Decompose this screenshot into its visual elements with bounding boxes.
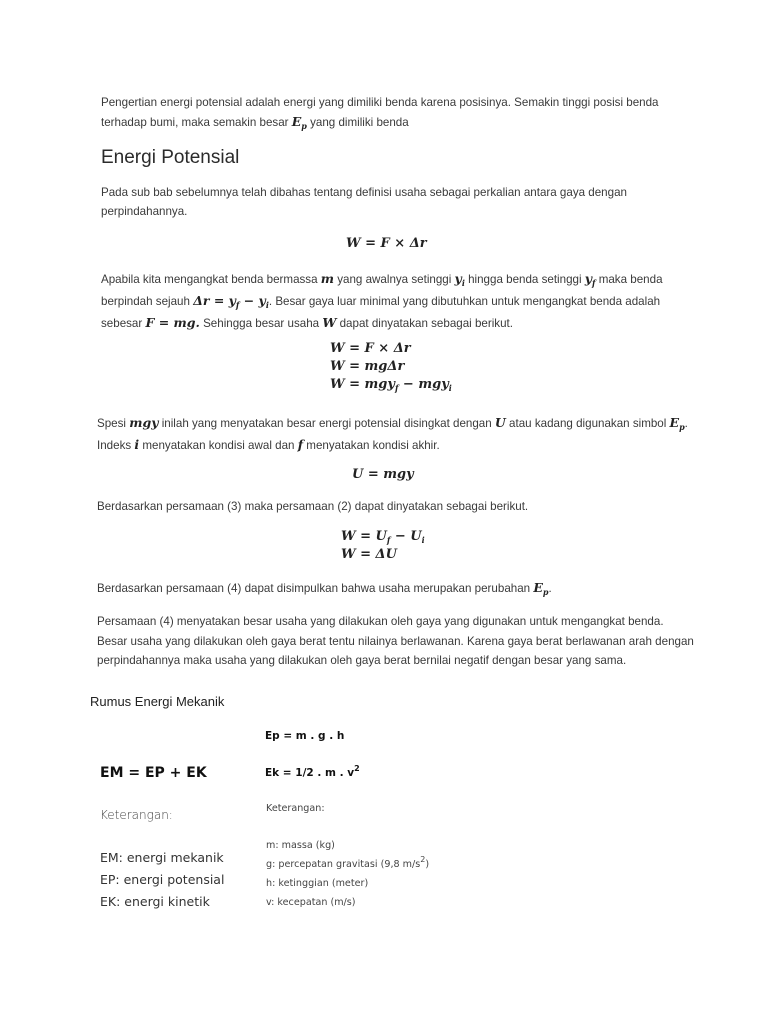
ep-symbol: $E_p$ [291,114,307,131]
paragraph-equation-3: Berdasarkan persamaan (3) maka persamaan (2) dapat dinyatakan sebagai berikut. [97,500,529,513]
intro-paragraph: Pengertian energi potensial adalah energi yang dimiliki benda karena posisinya. Semakin tinggi posisi benda terhadap bumi, maka semakin besar $E_p$ yang dimiliki benda [101,96,659,131]
variable-legend [266,836,429,912]
keterangan-left-label: Keterangan: [100,808,173,822]
keterangan-right-label: Keterangan: [266,803,325,814]
em-formula: EM = EP + EK [100,765,207,781]
paragraph-gravity-work: Persamaan (4) menyatakan besar usaha yang dilakukan oleh gaya yang digunakan untuk mengangkat benda. Besar usaha yang dilakukan oleh gaya berat tentu nilainya berlawanan. Karena gaya berat berlawanan arah dengan perpindahannya maka usaha yang dilakukan oleh gaya berat bernilai negatif dengan besar yang sama. [97,615,694,667]
equation-block-work-energy: $W = U_f - U_i$ W = ΔU [341,529,425,562]
legend-item-g: g: percepatan gravitasi (9,8 $m/s^2$) [266,855,430,870]
paragraph-usaha-definition: Pada sub bab sebelumnya telah dibahas tentang definisi usaha sebagai perkalian antara gaya dengan perpindahannya. [101,186,627,218]
legend-item-m: m: massa (kg) [266,840,335,851]
equation-work: W = F × Δr [346,236,427,251]
equation-block-work-derivation: W = F × Δr W = mgΔr W = mgy$_f$ − mgy$_i$ [330,341,452,393]
equation-potential-energy: U = mgy [352,467,414,482]
legend-item-v: v: kecepatan (m/s) [266,897,356,908]
legend-item-ek: EK: energi kinetik [100,894,210,909]
paragraph-lifting: Apabila kita mengangkat benda bermassa m yang awalnya setinggi $y_i$ hingga benda setinggi $y_f$ maka benda berpindah sejauh $\Delta r = y_f - y_i$. Besar gaya luar minimal yang dibutuhkan untuk mengangkat benda adalah sebesar F = mg. Sehingga besar usaha W dapat dinyatakan sebagai berikut. [101,271,663,330]
legend-item-em: EM: energi mekanik [100,850,224,865]
em-legend [100,847,224,913]
legend-item-h: h: ketinggian (meter) [266,878,369,889]
ek-formula: Ek = 1/2 . m . $v^2$ [265,764,360,779]
paragraph-conclusion: Berdasarkan persamaan (4) dapat disimpulkan bahwa usaha merupakan perubahan $E_p$. [97,580,552,597]
legend-item-ep: EP: energi potensial [100,872,225,887]
ep-formula: Ep = m . g . h [265,730,345,742]
paragraph-potential-energy: Spesi mgy inilah yang menyatakan besar energi potensial disingkat dengan U atau kadang digunakan simbol $E_p$. Indeks i menyatakan kondisi awal dan f menyatakan kondisi akhir. [97,415,688,452]
rumus-title: Rumus Energi Mekanik [90,694,225,709]
intro-line-1: Pengertian energi potensial adalah energi yang dimiliki benda karena posisinya. Semakin tinggi posisi benda [101,96,659,109]
section-heading: Energi Potensial [101,147,240,168]
